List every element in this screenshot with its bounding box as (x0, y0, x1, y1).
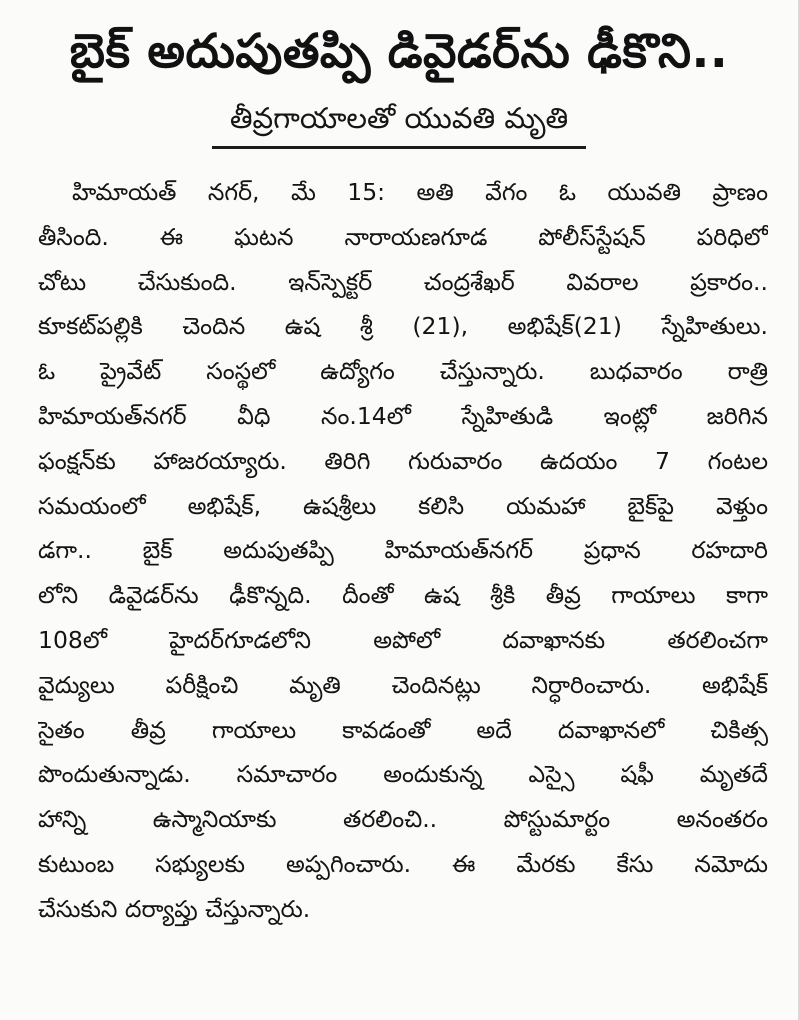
headline: బైక్ అదుపుతప్పి డివైడర్‌ను ఢీకొని.. (69, 24, 729, 79)
article-line: సమయంలో అభిషేక్, ఉషశ్రీలు కలిసి యమహా బైక్‌పై వెళ్తుం (38, 491, 768, 520)
article-line: హిమాయత్ నగర్, మే 15: అతి వేగం ఓ యువతి ప్రాణం (72, 178, 768, 206)
article-line: హాన్ని ఉస్మానియాకు తరలించి.. పోస్టుమార్టం అనంతరం (38, 805, 768, 834)
article-line: ఫంక్షన్‌కు హాజరయ్యారు. తిరిగి గురువారం ఉదయం 7 గంటల (38, 446, 768, 475)
article-line: వైద్యులు పరీక్షించి మృతి చెందినట్లు నిర్ధారించారు. అభిషేక్ (38, 670, 768, 699)
article-line: తీసింది. ఈ ఘటన నారాయణగూడ పోలీస్‌స్టేషన్ పరిధిలో (38, 222, 768, 251)
article-line: ఓ ప్రైవేట్ సంస్థలో ఉద్యోగం చేస్తున్నారు. బుధవారం రాత్రి (38, 357, 768, 386)
article-line: 108లో హైదర్‌గూడలోని అపోలో దవాఖానకు తరలించగా (38, 625, 768, 654)
article-line: డగా.. బైక్ అదుపుతప్పి హిమాయత్‌నగర్ ప్రధాన రహదారి (38, 536, 768, 565)
article-line: హిమాయత్‌నగర్ వీధి నం.14లో స్నేహితుడి ఇంట్లో జరిగిన (38, 401, 768, 430)
article-body (38, 170, 768, 932)
subheadline-wrapper (0, 96, 798, 149)
article-line: లోని డివైడర్‌ను ఢీకొన్నది. దీంతో ఉష శ్రీకి తీవ్ర గాయాలు కాగా (38, 581, 768, 610)
article-line: సైతం తీవ్ర గాయాలు కావడంతో అదే దవాఖానలో చికిత్స (38, 715, 768, 744)
article-line: కుటుంబ సభ్యులకు అప్పగించారు. ఈ మేరకు కేసు నమోదు (38, 849, 768, 878)
article-line: కూకట్‌పల్లికి చెందిన ఉష శ్రీ (21), అభిషేక్(21) స్నేహితులు. (38, 312, 768, 341)
article-line: చోటు చేసుకుంది. ఇన్‌స్పెక్టర్ చంద్రశేఖర్ వివరాల ప్రకారం.. (38, 267, 768, 296)
article-line: పొందుతున్నాడు. సమాచారం అందుకున్న ఎస్సై షఫీ మృతదే (38, 760, 768, 789)
article-line: చేసుకుని దర్యాప్తు చేస్తున్నారు. (38, 894, 311, 923)
subheadline: తీవ్రగాయాలతో యువతి మృతి (212, 96, 586, 149)
